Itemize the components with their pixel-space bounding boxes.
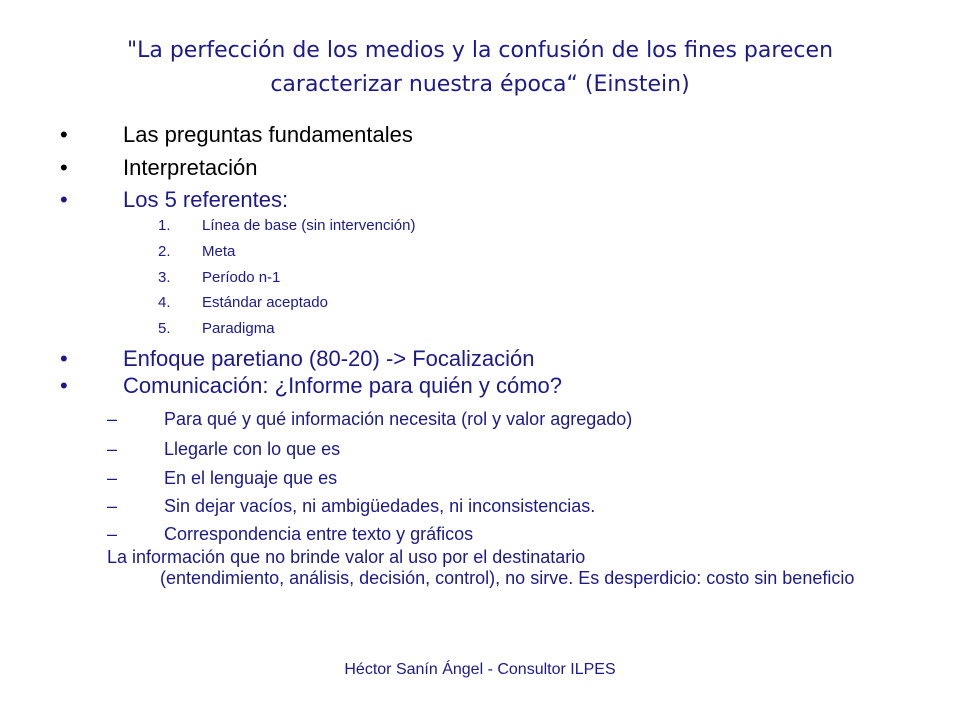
numbered-item [0,319,960,339]
bullet-glyph: • [60,122,68,147]
bullet-item [0,122,960,148]
numbered-item [0,293,960,313]
dash-text: Llegarle con lo que es [164,439,341,459]
dash-text: Sin dejar vacíos, ni ambigüedades, ni inconsistencias. [164,496,596,516]
bullet-item [0,346,960,372]
dash-item [0,494,960,518]
bullet-item [0,373,960,399]
slide-title: "La perfección de los medios y la confusión de los fines parecen caracterizar nuestra época“ (Einstein) [126,38,834,97]
item-number: 4. [158,294,171,311]
item-number: 5. [158,320,171,337]
bullet-text: Las preguntas fundamentales [123,122,413,147]
slide-footer: Héctor Sanín Ángel - Consultor ILPES [344,661,616,678]
dash-glyph: – [107,439,118,459]
bullet-glyph: • [60,187,68,212]
dash-glyph: – [107,468,118,488]
bullet-glyph: • [60,373,68,398]
numbered-item [0,242,960,262]
closing-continuation: (entendimiento, análisis, decisión, control), no sirve. Es desperdicio: costo sin beneficio [160,568,855,588]
closing-first-line: La información que no brinde valor al uso por el destinatario [107,547,586,567]
dash-item [0,407,960,431]
bullet-text: Comunicación: ¿Informe para quién y cómo? [123,373,562,398]
bullet-text: Enfoque paretiano (80-20) -> Focalización [123,346,535,371]
bullet-glyph: • [60,155,68,180]
dash-glyph: – [107,496,118,516]
bullet-item [0,187,960,213]
bullet-text: Los 5 referentes: [123,187,289,212]
item-text: Paradigma [202,320,275,337]
item-text: Período n-1 [202,269,281,286]
item-number: 2. [158,243,171,260]
dash-text: Para qué y qué información necesita (rol y valor agregado) [164,409,633,429]
dash-item [0,437,960,461]
dash-glyph: – [107,524,118,544]
item-text: Estándar aceptado [202,294,328,311]
bullet-text: Interpretación [123,155,258,180]
item-number: 1. [158,217,171,234]
item-number: 3. [158,269,171,286]
item-text: Meta [202,243,236,260]
bullet-glyph: • [60,346,68,371]
numbered-item [0,268,960,288]
bullet-item [0,155,960,181]
dash-text: Correspondencia entre texto y gráficos [164,524,474,544]
dash-item [0,466,960,490]
dash-item [0,522,960,546]
dash-text: En el lenguaje que es [164,468,338,488]
dash-glyph: – [107,409,118,429]
closing-paragraph [107,547,907,589]
numbered-item [0,216,960,236]
item-text: Línea de base (sin intervención) [202,217,416,234]
